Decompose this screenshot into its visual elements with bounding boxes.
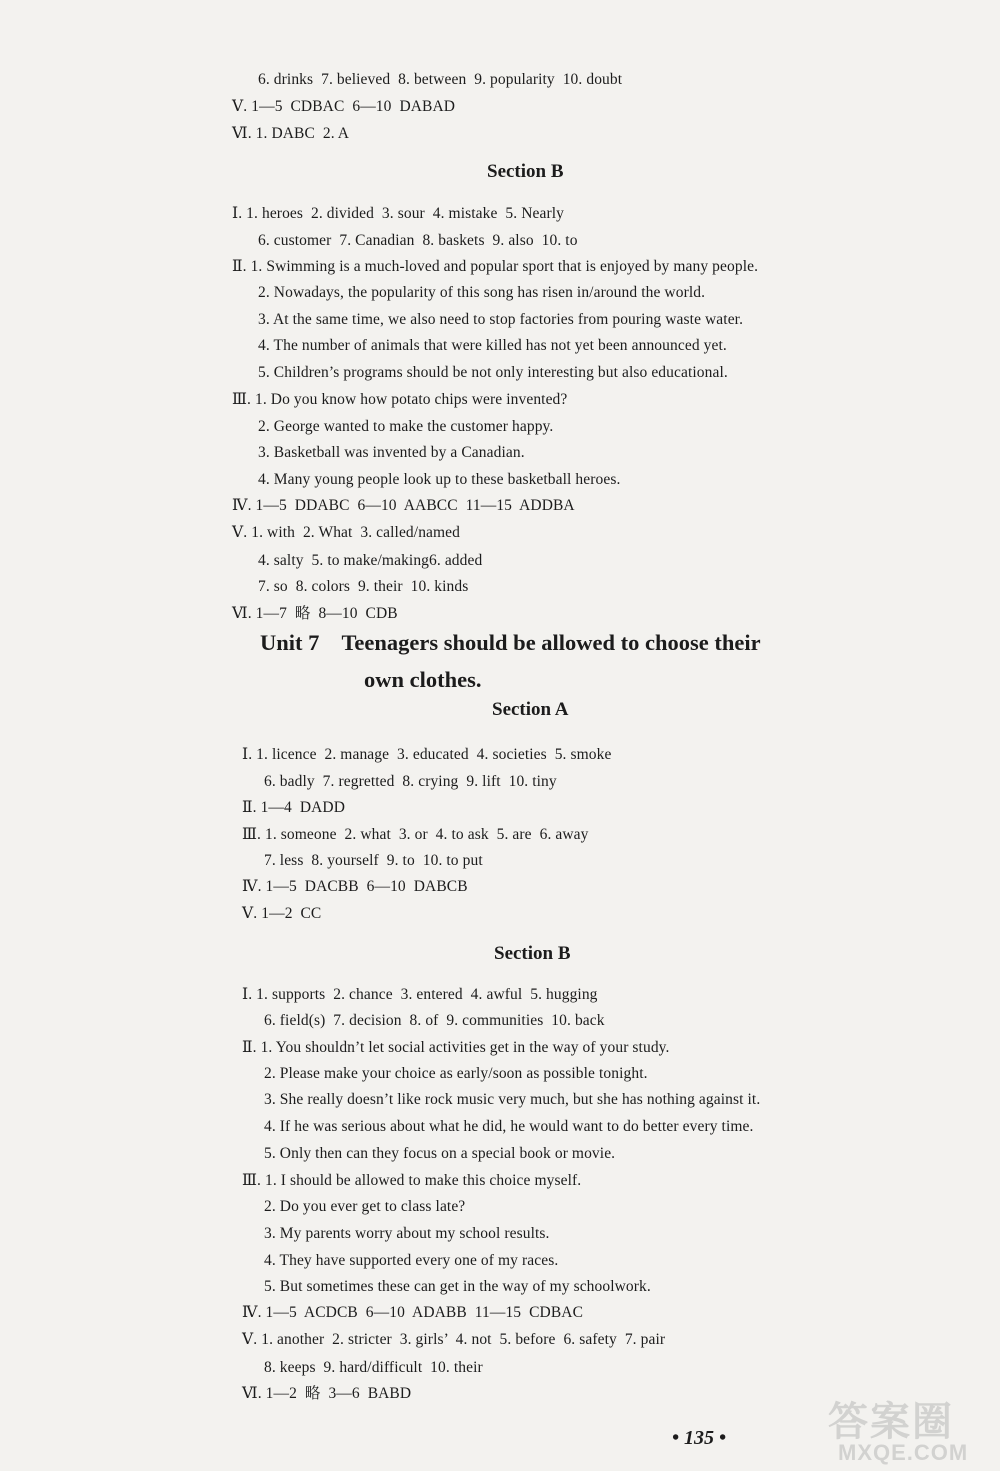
answer-line: 4. If he was serious about what he did, he would want to do better every time.	[264, 1118, 754, 1135]
answer-line: 3. She really doesn’t like rock music very much, but she has nothing against it.	[264, 1091, 761, 1108]
answer-line: 3. Basketball was invented by a Canadian.	[258, 444, 525, 461]
answer-line: Ⅰ. 1. licence 2. manage 3. educated 4. societies 5. smoke	[242, 746, 612, 763]
answer-line: 4. Many young people look up to these basketball heroes.	[258, 471, 621, 488]
answer-line: 6. customer 7. Canadian 8. baskets 9. also 10. to	[258, 232, 578, 249]
answer-line: 4. The number of animals that were killed has not yet been announced yet.	[258, 337, 727, 354]
answer-line: Ⅴ. 1—5 CDBAC 6—10 DABAD	[232, 98, 456, 115]
answer-line: 8. keeps 9. hard/difficult 10. their	[264, 1359, 483, 1376]
answer-line: 7. less 8. yourself 9. to 10. to put	[264, 852, 483, 869]
watermark-site-text: MXQE.COM	[838, 1440, 969, 1465]
answer-line: Ⅰ. 1. supports 2. chance 3. entered 4. awful 5. hugging	[242, 986, 598, 1003]
answer-line: 2. George wanted to make the customer happy.	[258, 418, 554, 435]
answer-line: 5. Children’s programs should be not only interesting but also educational.	[258, 364, 728, 381]
answer-line: Ⅵ. 1. DABC 2. A	[232, 125, 350, 142]
answer-line: 7. so 8. colors 9. their 10. kinds	[258, 578, 469, 595]
answer-line: 3. My parents worry about my school results.	[264, 1225, 550, 1242]
unit-heading: Unit 7 Teenagers should be allowed to choose their	[260, 630, 761, 655]
answer-line: 2. Do you ever get to class late?	[264, 1198, 466, 1215]
answer-line: 6. badly 7. regretted 8. crying 9. lift 10. tiny	[264, 773, 557, 790]
answer-line: Ⅳ. 1—5 ACDCB 6—10 ADABB 11—15 CDBAC	[242, 1304, 584, 1321]
answer-line: Ⅲ. 1. Do you know how potato chips were invented?	[232, 391, 568, 408]
answer-line: Ⅴ. 1. with 2. What 3. called/named	[232, 524, 461, 541]
answer-line: 6. drinks 7. believed 8. between 9. popularity 10. doubt	[258, 71, 623, 88]
answer-line: 2. Nowadays, the popularity of this song has risen in/around the world.	[258, 284, 706, 301]
answer-line: 5. But sometimes these can get in the way of my schoolwork.	[264, 1278, 651, 1295]
watermark-logo	[820, 1390, 990, 1465]
watermark-logo-text: 答案圈	[828, 1400, 954, 1444]
answer-line: 3. At the same time, we also need to stop factories from pouring waste water.	[258, 311, 744, 328]
section-heading: Section B	[487, 161, 564, 182]
answer-line: 4. They have supported every one of my races.	[264, 1252, 559, 1269]
section-heading: Section A	[492, 699, 569, 720]
answer-line: Ⅴ. 1—2 CC	[242, 905, 322, 922]
answer-line: Ⅵ. 1—7 略 8—10 CDB	[232, 605, 398, 622]
answer-line: Ⅳ. 1—5 DACBB 6—10 DABCB	[242, 878, 468, 895]
section-heading: Section B	[494, 943, 571, 964]
answer-line: Ⅱ. 1. Swimming is a much-loved and popular sport that is enjoyed by many people.	[232, 258, 759, 275]
answer-line: 2. Please make your choice as early/soon as possible tonight.	[264, 1065, 648, 1082]
answer-line: Ⅴ. 1. another 2. stricter 3. girls’ 4. not 5. before 6. safety 7. pair	[242, 1331, 666, 1348]
answer-line: Ⅵ. 1—2 略 3—6 BABD	[242, 1385, 412, 1402]
answer-line: Ⅰ. 1. heroes 2. divided 3. sour 4. mistake 5. Nearly	[232, 205, 564, 222]
answer-line: Ⅳ. 1—5 DDABC 6—10 AABCC 11—15 ADDBA	[232, 497, 575, 514]
unit-heading-continued: own clothes.	[364, 667, 482, 692]
answer-line: Ⅲ. 1. someone 2. what 3. or 4. to ask 5. are 6. away	[242, 826, 589, 843]
answer-line: Ⅲ. 1. I should be allowed to make this choice myself.	[242, 1172, 582, 1189]
page-number: • 135 •	[672, 1427, 727, 1449]
answer-line: 6. field(s) 7. decision 8. of 9. communities 10. back	[264, 1012, 605, 1029]
answer-line: Ⅱ. 1. You shouldn’t let social activities get in the way of your study.	[242, 1039, 670, 1056]
answer-line: Ⅱ. 1—4 DADD	[242, 799, 346, 816]
answer-line: 4. salty 5. to make/making6. added	[258, 552, 483, 569]
answer-line: 5. Only then can they focus on a special book or movie.	[264, 1145, 616, 1162]
